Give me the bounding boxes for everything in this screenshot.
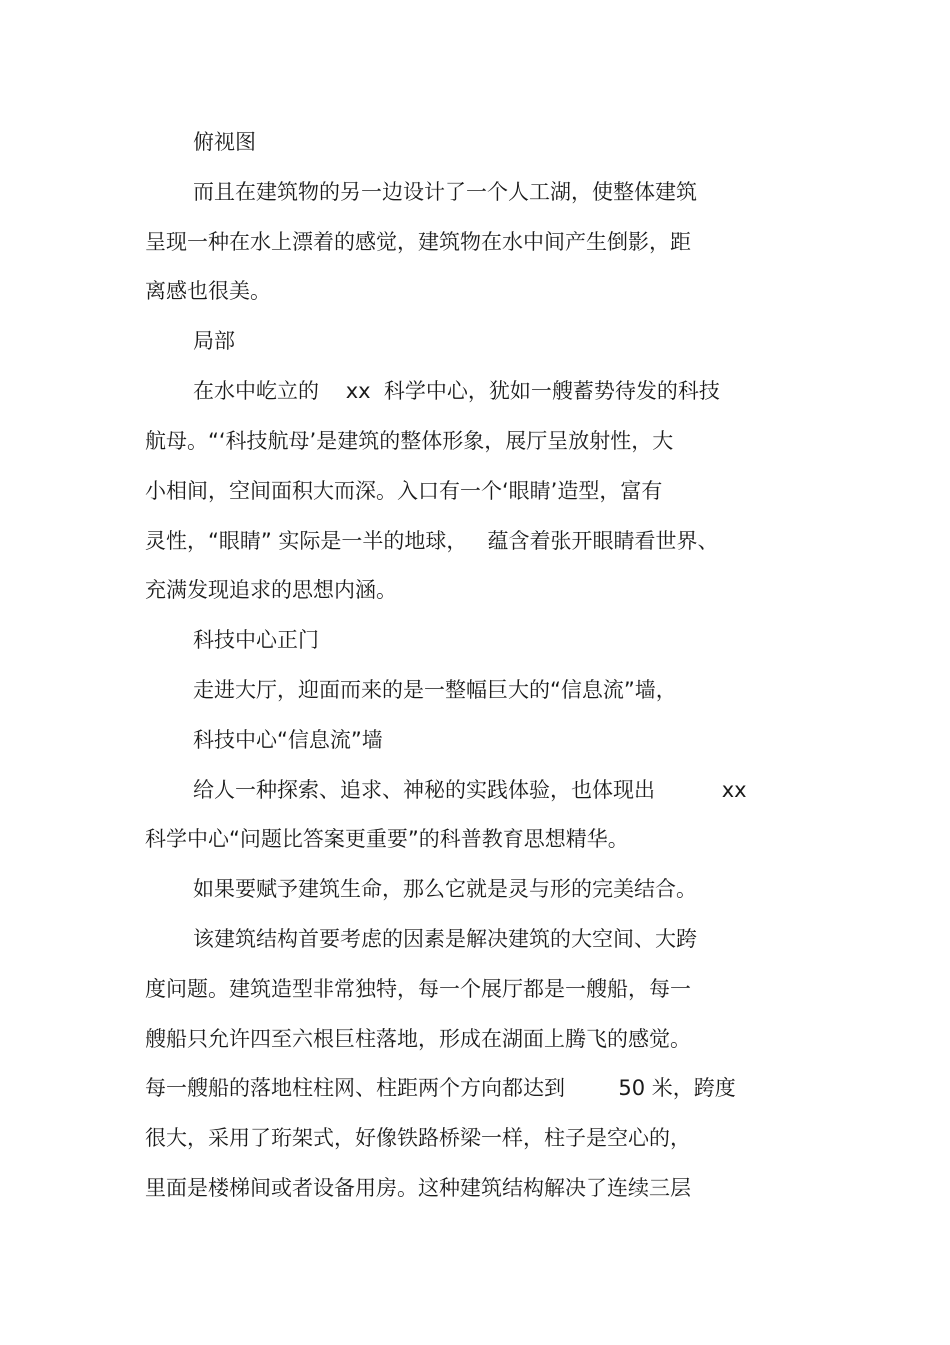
paragraph-line: 给人一种探索、追求、神秘的实践体验，也体现出 xx bbox=[193, 778, 747, 802]
caption-main-gate: 科技中心正门 bbox=[193, 628, 319, 652]
paragraph-line: 在水中屹立的 xx 科学中心，犹如一艘蓄势待发的科技 bbox=[193, 379, 720, 403]
paragraph-line: 科学中心“问题比答案更重要”的科普教育思想精华。 bbox=[145, 827, 629, 851]
caption-top-view: 俯视图 bbox=[193, 130, 256, 154]
paragraph-line: 而且在建筑物的另一边设计了一个人工湖，使整体建筑 bbox=[193, 180, 697, 204]
paragraph-line: 走进大厅，迎面而来的是一整幅巨大的“信息流”墙， bbox=[193, 678, 677, 702]
paragraph-line: 离感也很美。 bbox=[145, 279, 271, 303]
paragraph-line: 充满发现追求的思想内涵。 bbox=[145, 578, 397, 602]
caption-info-wall: 科技中心“信息流”墙 bbox=[193, 728, 383, 752]
paragraph-line: 艘船只允许四至六根巨柱落地，形成在湖面上腾飞的感觉。 bbox=[145, 1027, 691, 1051]
caption-detail: 局部 bbox=[193, 329, 235, 353]
paragraph-line: 很大，采用了珩架式，好像铁路桥梁一样，柱子是空心的， bbox=[145, 1126, 691, 1150]
paragraph-line: 呈现一种在水上漂着的感觉，建筑物在水中间产生倒影，距 bbox=[145, 230, 691, 254]
paragraph-line: 航母。“‘科技航母’是建筑的整体形象，展厅呈放射性，大 bbox=[145, 429, 674, 453]
paragraph-line: 小相间，空间面积大而深。入口有一个‘眼睛’造型，富有 bbox=[145, 479, 663, 503]
paragraph-line: 里面是楼梯间或者设备用房。这种建筑结构解决了连续三层 bbox=[145, 1176, 691, 1200]
paragraph-line: 如果要赋予建筑生命，那么它就是灵与形的完美结合。 bbox=[193, 877, 697, 901]
paragraph-line: 度问题。建筑造型非常独特，每一个展厅都是一艘船，每一 bbox=[145, 977, 691, 1001]
paragraph-line: 该建筑结构首要考虑的因素是解决建筑的大空间、大跨 bbox=[193, 927, 697, 951]
paragraph-line: 每一艘船的落地柱柱网、柱距两个方向都达到 50 米，跨度 bbox=[145, 1076, 736, 1100]
paragraph-line: 灵性，“眼睛” 实际是一半的地球， 蕴含着张开眼睛看世界、 bbox=[145, 529, 719, 553]
